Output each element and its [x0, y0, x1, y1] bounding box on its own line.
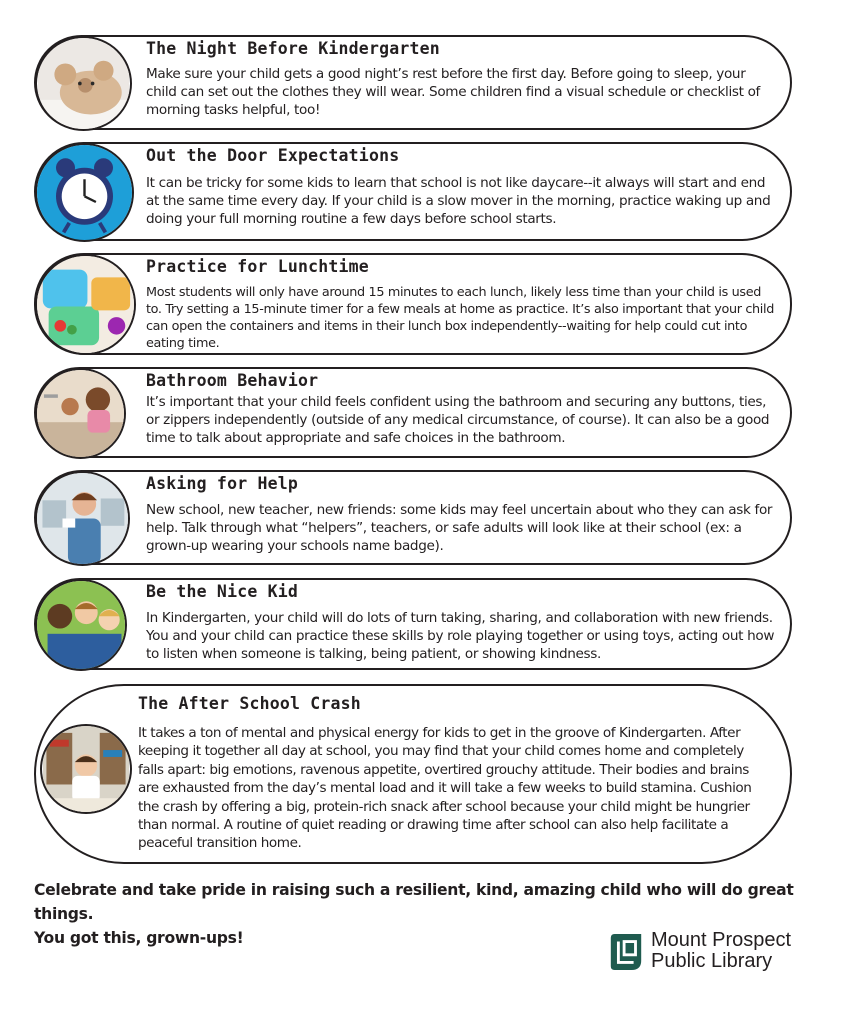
handwashing-image	[35, 368, 126, 459]
tip-card-bathroom	[34, 367, 792, 458]
closing-line-2: You got this, grown-ups!	[34, 929, 244, 947]
library-logo	[607, 930, 807, 980]
card-title: The After School Crash	[138, 694, 361, 713]
tip-card-out-the-door	[34, 142, 792, 241]
card-body: In Kindergarten, your child will do lots of turn taking, sharing, and collaboration with new friends. You and your child can practice these skills by role playing together or using toys, acting out how to listen when someone is talking, being patient, or showing kindness.	[146, 610, 775, 662]
tip-card-asking-for-help	[34, 470, 792, 565]
tip-card-night-before	[34, 35, 792, 130]
card-body: It’s important that your child feels confident using the bathroom and securing any buttons, ties, or zippers independently (outside of any medical circumstance, of course). It can also be a good time to talk about appropriate and safe choices in the bathroom.	[146, 394, 770, 446]
kids-playing-image	[35, 579, 127, 671]
teddy-bear-image	[35, 36, 132, 131]
card-title: Asking for Help	[146, 474, 299, 493]
lunch-box-image	[35, 254, 136, 355]
library-name-line-1: Mount Prospect	[651, 929, 792, 951]
card-body: Most students will only have around 15 minutes to each lunch, likely less time than your child is used to. Try setting a 15-minute timer for a few meals at home as practice. It’s also important that your child can open the containers and items in their lunch box independently--waiting for help could cut into eating time.	[146, 285, 774, 351]
library-leaf-icon	[607, 932, 645, 972]
card-body: New school, new teacher, new friends: some kids may feel uncertain about who they can ask for help. Talk through what “helpers”, teachers, or safe adults will look like at their school (ex: a grown-up wearing your schools name badge).	[146, 502, 773, 554]
card-title: Bathroom Behavior	[146, 371, 319, 390]
card-body: It can be tricky for some kids to learn that school is not like daycare--it always will start and end at the same time every day. If your child is a slow mover in the morning, practice waking up and doing your full morning routine a few days before school starts.	[146, 175, 771, 227]
library-name	[651, 930, 791, 972]
library-name-line-2: Public Library	[651, 950, 773, 972]
card-body: It takes a ton of mental and physical energy for kids to get in the groove of Kindergarten. After keeping it together all day at school, you may find that your child comes home and completely falls apart: big emotions, ravenous appetite, overtired grouchy attitude. Their bodies and brains are exhausted from the day’s mental load and it will take a few weeks to build stamina. Cushion the crash by offering a big, protein-rich snack after school because your child might be hungrier than normal. A routine of quiet reading or drawing time after school can also help facilitate a peaceful transition home.	[138, 725, 752, 852]
teacher-badge-image	[35, 471, 130, 566]
closing-line-1: Celebrate and take pride in raising such a resilient, kind, amazing child who will do great things.	[34, 881, 794, 923]
alarm-clock-image	[35, 143, 134, 242]
tired-child-image	[40, 724, 132, 814]
card-body: Make sure your child gets a good night’s rest before the first day. Before going to sleep, your child can set out the clothes they will wear. Some children find a visual schedule or checklist of morning tasks helpful, too!	[146, 66, 760, 118]
card-title: The Night Before Kindergarten	[146, 39, 440, 58]
tip-card-lunchtime	[34, 253, 792, 355]
tip-card-after-school-crash	[34, 684, 792, 864]
card-title: Out the Door Expectations	[146, 146, 400, 165]
tip-card-nice-kid	[34, 578, 792, 670]
card-title: Be the Nice Kid	[146, 582, 299, 601]
card-title: Practice for Lunchtime	[146, 257, 369, 276]
